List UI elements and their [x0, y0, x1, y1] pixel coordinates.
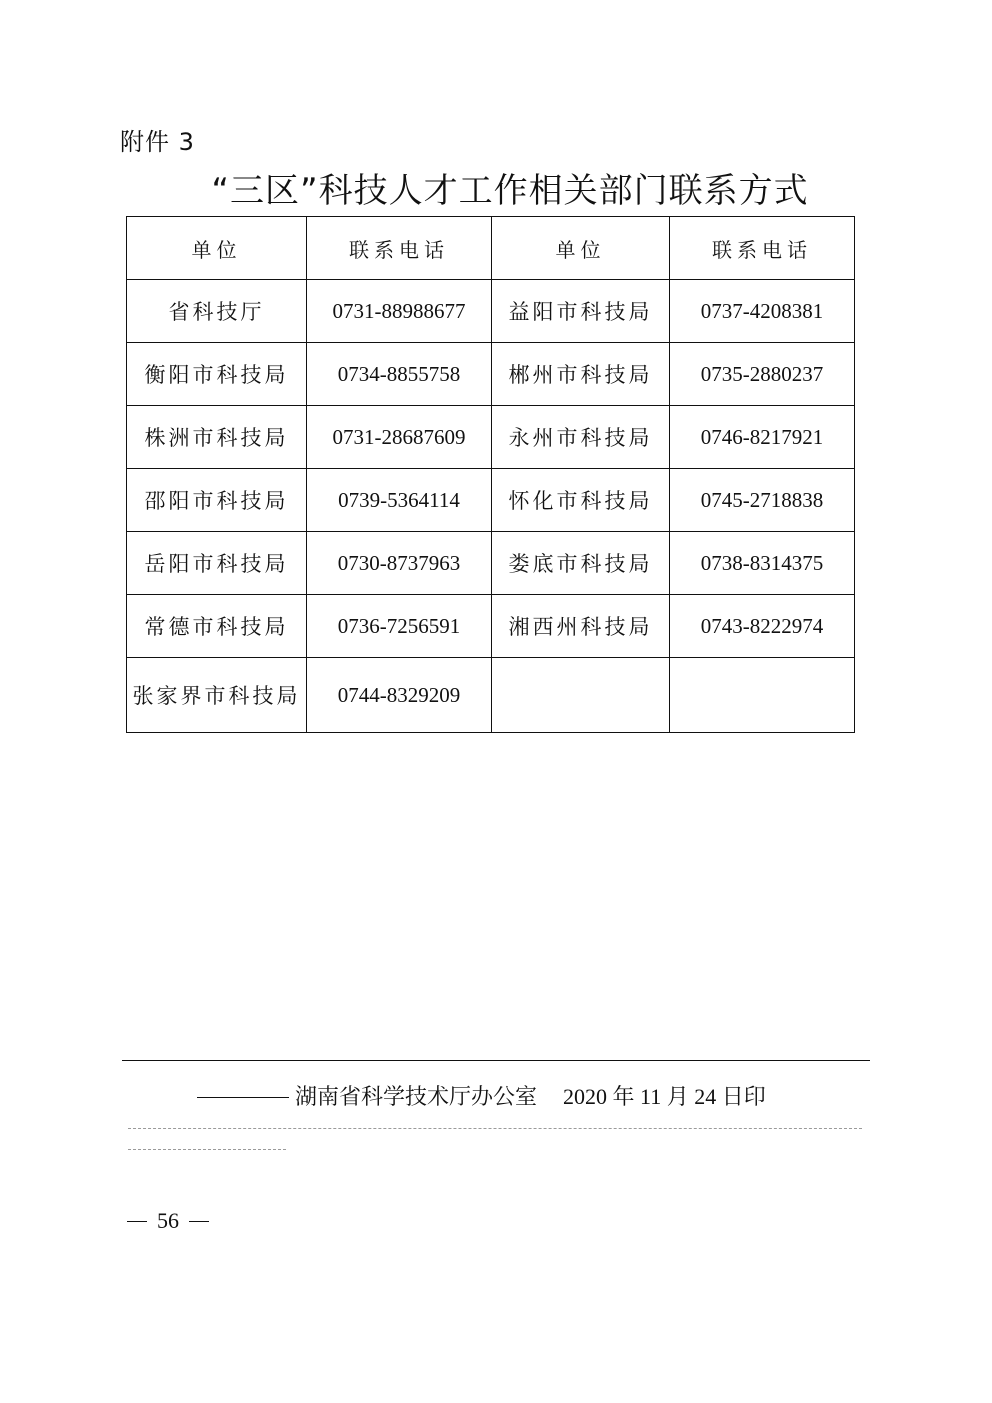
phone-cell: 0739-5364114: [307, 469, 492, 532]
phone-cell: 0745-2718838: [670, 469, 855, 532]
print-date: 2020 年 11 月 24 日印: [563, 1084, 766, 1109]
phone-cell: 0746-8217921: [670, 406, 855, 469]
phone-cell: 0738-8314375: [670, 532, 855, 595]
table-row: [127, 658, 855, 733]
page-number: [127, 1208, 209, 1234]
unit-cell: 株洲市科技局: [127, 406, 307, 469]
phone-cell: 0744-8329209: [307, 658, 492, 733]
phone-cell: 0730-8737963: [307, 532, 492, 595]
table-row: [127, 343, 855, 406]
unit-cell: 永州市科技局: [492, 406, 670, 469]
unit-cell: 郴州市科技局: [492, 343, 670, 406]
phone-cell: 0734-8855758: [307, 343, 492, 406]
empty-cell: [492, 658, 670, 733]
dotted-divider: [128, 1128, 862, 1129]
table-row: [127, 406, 855, 469]
unit-cell: 省科技厅: [127, 280, 307, 343]
table-header-row: [127, 217, 855, 280]
table-row: [127, 532, 855, 595]
page-number-dash-right: [189, 1221, 209, 1222]
unit-cell: 怀化市科技局: [492, 469, 670, 532]
unit-cell: 益阳市科技局: [492, 280, 670, 343]
attachment-label: 附件 3: [120, 128, 195, 156]
page-number-value: 56: [157, 1208, 179, 1233]
unit-cell: 邵阳市科技局: [127, 469, 307, 532]
document-title: “三区”科技人才工作相关部门联系方式: [211, 171, 809, 211]
header-phone-right: 联系电话: [670, 217, 855, 280]
header-unit-right: 单位: [492, 217, 670, 280]
unit-cell: 湘西州科技局: [492, 595, 670, 658]
print-line: [197, 1080, 766, 1111]
unit-cell: 娄底市科技局: [492, 532, 670, 595]
unit-cell: 常德市科技局: [127, 595, 307, 658]
header-unit-left: 单位: [127, 217, 307, 280]
table-row: [127, 280, 855, 343]
phone-cell: 0731-88988677: [307, 280, 492, 343]
unit-cell: 张家界市科技局: [127, 658, 307, 733]
header-phone-left: 联系电话: [307, 217, 492, 280]
phone-cell: 0735-2880237: [670, 343, 855, 406]
contact-table: [126, 216, 855, 733]
dotted-divider-short: [128, 1149, 286, 1150]
table-row: [127, 595, 855, 658]
empty-cell: [670, 658, 855, 733]
page-number-dash-left: [127, 1221, 147, 1222]
issuing-office: 湖南省科学技术厅办公室: [295, 1085, 538, 1110]
phone-cell: 0737-4208381: [670, 280, 855, 343]
phone-cell: 0731-28687609: [307, 406, 492, 469]
unit-cell: 衡阳市科技局: [127, 343, 307, 406]
phone-cell: 0743-8222974: [670, 595, 855, 658]
unit-cell: 岳阳市科技局: [127, 532, 307, 595]
footer-divider: [122, 1060, 870, 1061]
print-line-dash: [197, 1097, 289, 1098]
phone-cell: 0736-7256591: [307, 595, 492, 658]
table-row: [127, 469, 855, 532]
